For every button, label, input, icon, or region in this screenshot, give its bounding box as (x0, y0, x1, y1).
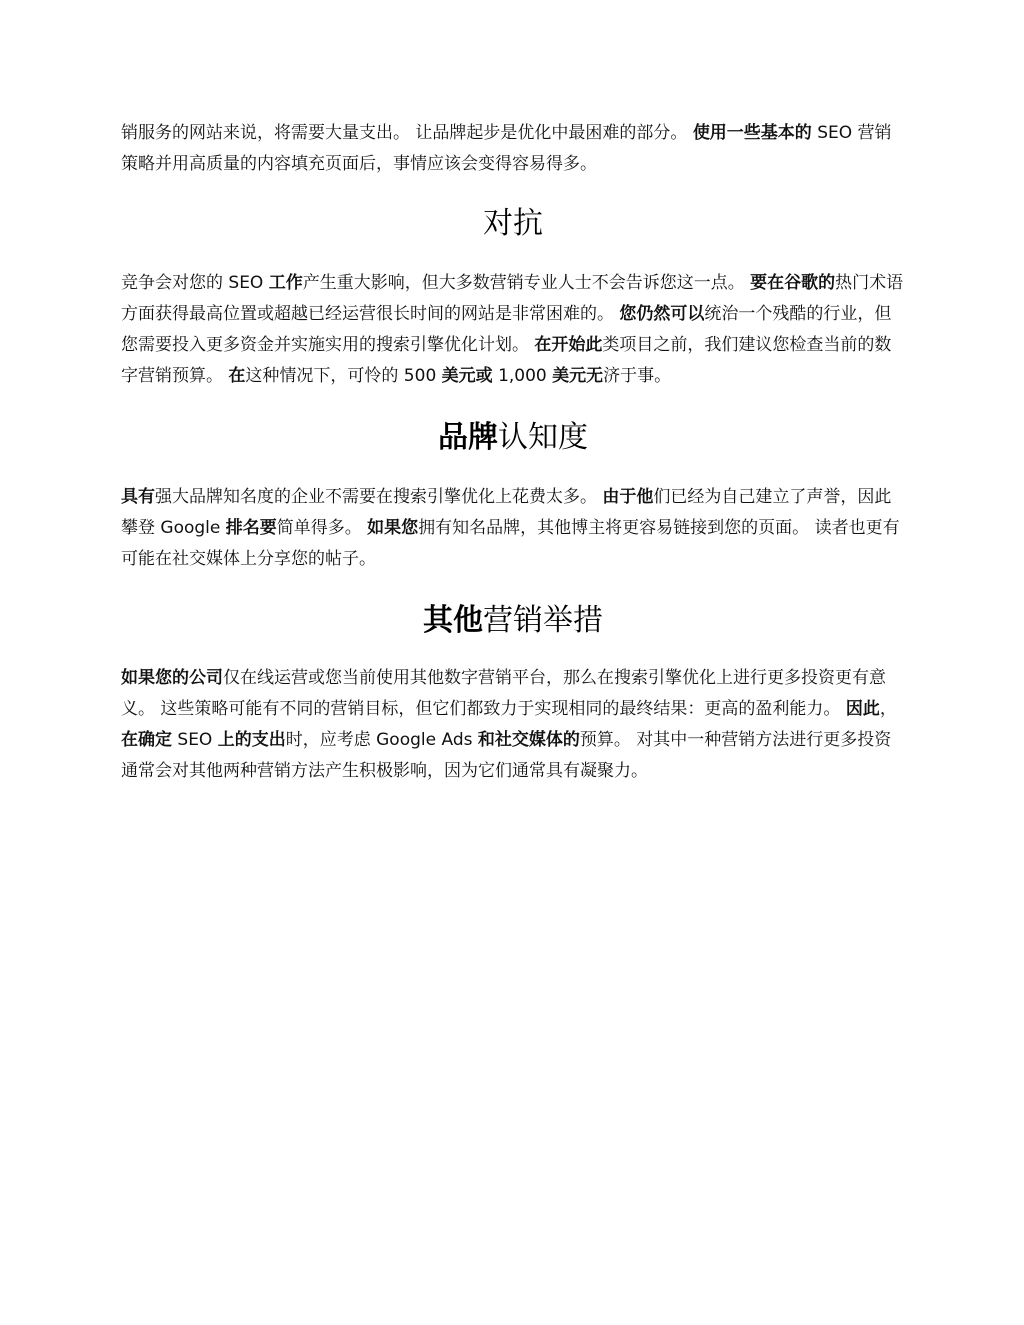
text-run: ， (879, 699, 897, 719)
text-run: 对抗 (483, 206, 543, 241)
text-run: 拥有知名品牌，其他博主将更容易链接到您的页面。 读者也更有可能在社交媒体上分享您的帖子。 (121, 518, 900, 569)
text-run: 1,000 (492, 366, 553, 386)
text-run: 们已经为自己建立了声誉，因此攀登 Google (121, 487, 892, 538)
section-heading-brand-awareness (121, 418, 905, 458)
bold-text-run: 美元无 (552, 366, 604, 386)
section-heading-competition (121, 204, 905, 244)
bold-text-run: 要在谷歌的 (750, 273, 836, 293)
text-run: SEO 营销策略并用高质量的内容填充页面后，事情应该会变得容易得多。 (121, 123, 892, 174)
text-run: 销服务的网站来说，将需要大量支出。 让品牌起步是优化中最困难的部分。 (121, 123, 693, 143)
paragraph-other-marketing (121, 663, 905, 787)
bold-text-run: 因此 (845, 699, 880, 719)
section-heading-other-marketing (121, 601, 905, 641)
bold-text-run: 上的支出 (217, 730, 286, 750)
text-run: 产生重大影响，但大多数营销专业人士不会告诉您这一点。 (302, 273, 751, 293)
bold-text-run: 在确定 (121, 730, 172, 750)
document-body (121, 118, 905, 787)
bold-text-run: 排名要 (225, 518, 277, 538)
text-run: 预算。 对其中一种营销方法进行更多投资通常会对其他两种营销方法产生积极影响，因为它们通常具有凝聚力。 (121, 730, 892, 781)
bold-text-run: 如果您 (367, 518, 419, 538)
bold-text-run: 工作 (268, 273, 303, 293)
bold-text-run: 美元或 (441, 366, 493, 386)
text-run: 仅在线运营或您当前使用其他数字营销平台，那么在搜索引擎优化上进行更多投资更有意义。 这些策略可能有不同的营销目标，但它们都致力于实现相同的最终结果：更高的盈利能力。 (121, 668, 886, 719)
bold-text-run: 使用一些基本的 (692, 123, 812, 143)
text-run: 济于事。 (603, 366, 672, 386)
bold-text-run: 如果您的公司 (121, 668, 223, 688)
bold-text-run: 由于他 (602, 487, 654, 507)
text-run: 竞争会对您的 SEO (121, 273, 269, 293)
text-run: 简单得多。 (276, 518, 368, 538)
paragraph-competition (121, 268, 905, 392)
bold-text-run: 其他 (423, 603, 483, 638)
bold-text-run: 具有 (121, 487, 155, 507)
text-run: 时，应考虑 Google Ads (285, 730, 478, 750)
text-run: 强大品牌知名度的企业不需要在搜索引擎优化上花费太多。 (155, 487, 603, 507)
text-run: 类项目之前，我们建议您检查当前的数字营销预算。 (121, 335, 892, 386)
bold-text-run: 和社交媒体的 (477, 730, 580, 750)
bold-text-run: 在 (228, 366, 246, 386)
text-run: 统治一个残酷的行业，但您需要投入更多资金并实施实用的搜索引擎优化计划。 (121, 304, 892, 355)
text-run: 营销举措 (483, 603, 603, 638)
text-run: 这种情况下，可怜的 500 (245, 366, 442, 386)
bold-text-run: 品牌 (438, 420, 498, 455)
text-run: SEO (172, 730, 218, 750)
bold-text-run: 您仍然可以 (619, 304, 705, 324)
paragraph-brand-awareness (121, 482, 905, 575)
text-run: 热门术语方面获得最高位置或超越已经运营很长时间的网站是非常困难的。 (121, 273, 904, 324)
bold-text-run: 在开始此 (534, 335, 603, 355)
text-run: 认知度 (498, 420, 588, 455)
paragraph-intro (121, 118, 905, 180)
